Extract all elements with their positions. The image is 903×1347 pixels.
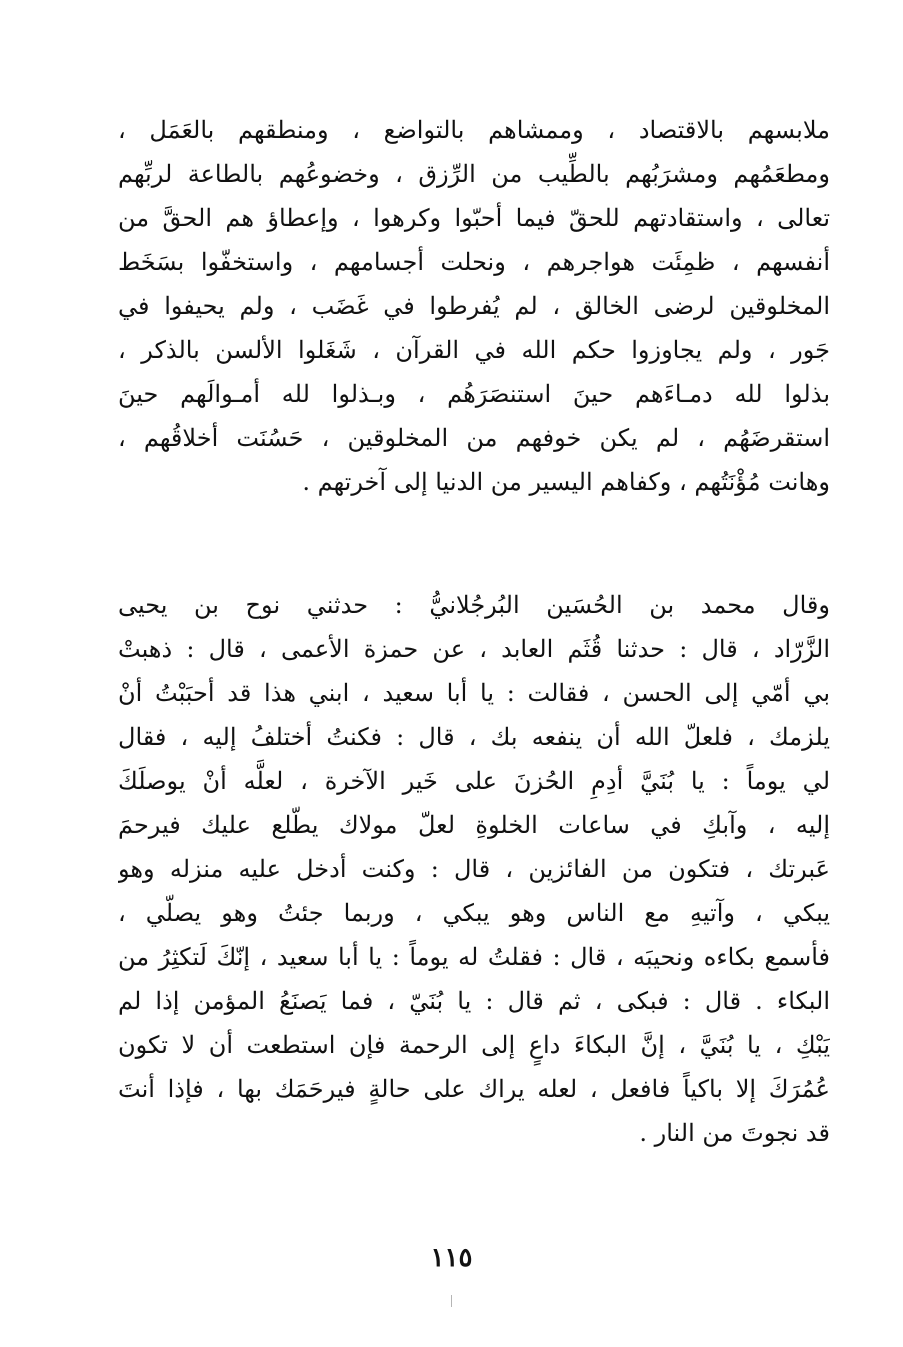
text-line: إليه ، وآبكِ في ساعات الخلوةِ لعلّ مولاك يطّلع عليك فيرحمَ <box>118 811 830 839</box>
text-line: يبكي ، وآتيهِ مع الناس وهو يبكي ، وربما جئتُ وهو يصلّي ، <box>118 899 830 927</box>
text-line: جَور ، ولم يجاوزوا حكم الله في القرآن ، شَغَلوا الألسن بالذكر ، <box>118 336 830 364</box>
text-line: أنفسهم ، ظمِئَت هواجرهم ، ونحلت أجسامهم ، واستخفّوا بسَخَط <box>118 248 830 276</box>
text-line: المخلوقين لرضى الخالق ، لم يُفرطوا في غَضَب ، ولم يحيفوا في <box>118 292 830 320</box>
text-line: ومطعَمُهم ومشرَبُهم بالطِّيب من الرِّزق ، وخضوعُهم بالطاعة لربِّهم <box>118 160 830 188</box>
text-line: وهانت مُؤْنَتُهم ، وكفاهم اليسير من الدنيا إلى آخرتهم . <box>302 468 830 496</box>
text-line: استقرضَهُم ، لم يكن خوفهم من المخلوقين ، حَسُنَت أخلاقُهم ، <box>118 424 830 452</box>
text-line: يَبْكِ ، يا بُنَيَّ ، إنَّ البكاءَ داعٍ إلى الرحمة فإن استطعت أن لا تكون <box>118 1031 830 1059</box>
text-line: عَبرتك ، فتكون من الفائزين ، قال : وكنت أدخل عليه منزله وهو <box>118 855 830 883</box>
text-line: لي يوماً : يا بُنَيَّ أدِمِ الحُزنَ على خَير الآخرة ، لعلَّه أنْ يوصلَكَ <box>118 767 830 795</box>
text-line: فأسمع بكاءه ونحيبَه ، قال : فقلتُ له يوماً : يا أبا سعيد ، إنّكَ لَتكثِرُ من <box>118 943 830 971</box>
scan-mark <box>451 1295 452 1307</box>
text-line: ملابسهم بالاقتصاد ، وممشاهم بالتواضع ، ومنطقهم بالعَمَل ، <box>118 116 830 144</box>
text-line: بي أمّي إلى الحسن ، فقالت : يا أبا سعيد ، ابني هذا قد أحبَبْتُ أنْ <box>118 679 830 707</box>
paragraph-1 <box>118 108 830 504</box>
text-line: عُمُرَكَ إلا باكياً فافعل ، لعله يراك على حالةٍ فيرحَمَك بها ، فإذا أنتَ <box>118 1075 830 1103</box>
paragraph-2 <box>118 583 830 1155</box>
text-line: يلزمك ، فلعلّ الله أن ينفعه بك ، قال : فكنتُ أختلفُ إليه ، فقال <box>118 723 830 751</box>
text-line: البكاء . قال : فبكى ، ثم قال : يا بُنَيّ ، فما يَصنَعُ المؤمن إذا لم <box>118 987 830 1015</box>
text-line: الزَّرّاد ، قال : حدثنا قُثَم العابد ، عن حمزة الأعمى ، قال : ذهبتْ <box>118 635 830 663</box>
text-line: تعالى ، واستقادتهم للحقّ فيما أحبّوا وكرهوا ، وإعطاؤ هم الحقَّ من <box>118 204 830 232</box>
text-line: بذلوا لله دمـاءَهم حينَ استنصَرَهُم ، وبـذلوا لله أمـوالَهم حينَ <box>118 380 830 408</box>
text-line: وقال محمد بن الحُسَين البُرجُلانيُّ : حدثني نوح بن يحيى <box>118 591 830 619</box>
page-number: ١١٥ <box>430 1243 473 1273</box>
text-line: قد نجوتَ من النار . <box>639 1119 830 1147</box>
